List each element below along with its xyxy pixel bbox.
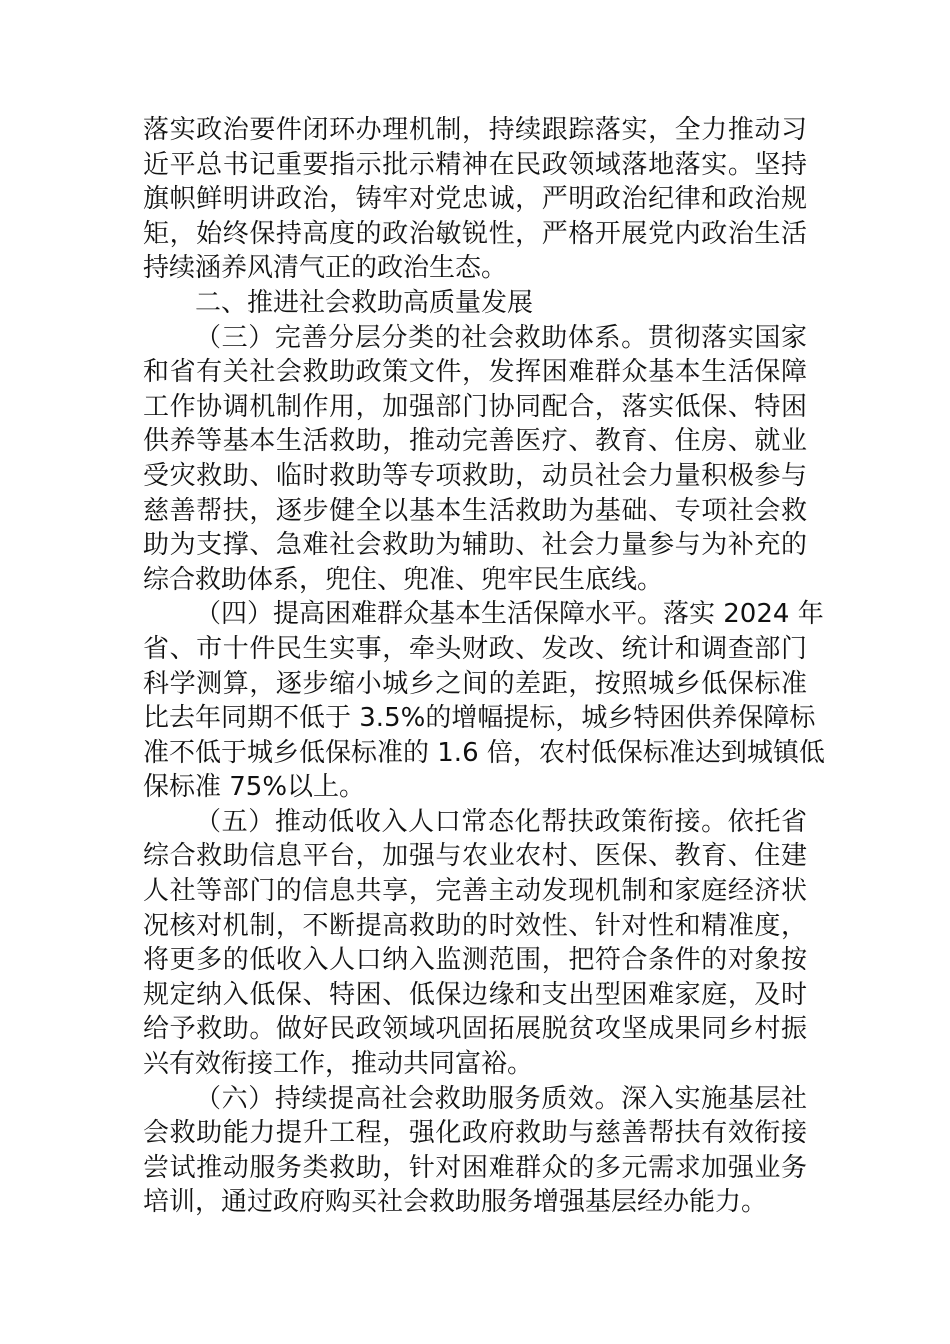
text-line: 矩，始终保持高度的政治敏锐性，严格开展党内政治生活 xyxy=(143,218,807,249)
text-line: 尝试推动服务类救助，针对困难群众的多元需求加强业务 xyxy=(143,1152,807,1183)
text-line: 综合救助信息平台，加强与农业农村、医保、教育、住建 xyxy=(143,841,807,872)
text-line: 和省有关社会救助政策文件，发挥困难群众基本生活保障 xyxy=(143,357,807,388)
text-line: 受灾救助、临时救助等专项救助，动员社会力量积极参与 xyxy=(143,460,807,491)
text-line: （五）推动低收入人口常态化帮扶政策衔接。依托省 xyxy=(195,806,807,837)
text-line: 综合救助体系，兜住、兜准、兜牢民生底线。 xyxy=(143,564,664,595)
text-line: 落实政治要件闭环办理机制，持续跟踪落实，全力推动习 xyxy=(143,115,807,145)
text-line: 科学测算，逐步缩小城乡之间的差距，按照城乡低保标准 xyxy=(143,668,807,699)
text-line: 况核对机制，不断提高救助的时效性、针对性和精准度， xyxy=(143,910,807,941)
text-line: 比去年同期不低于 3.5%的增幅提标，城乡特困供养保障标 xyxy=(143,703,816,734)
text-line: 助为支撑、急难社会救助为辅助、社会力量参与为补充的 xyxy=(143,530,807,561)
text-line: 保标准 75%以上。 xyxy=(143,772,366,803)
text-line: 会救助能力提升工程，强化政府救助与慈善帮扶有效衔接 xyxy=(143,1118,807,1149)
text-line: （四）提高困难群众基本生活保障水平。落实 2024 年 xyxy=(195,599,824,630)
text-line: 兴有效衔接工作，推动共同富裕。 xyxy=(143,1049,534,1080)
text-line: 规定纳入低保、特困、低保边缘和支出型困难家庭，及时 xyxy=(143,979,807,1010)
text-line: 慈善帮扶，逐步健全以基本生活救助为基础、专项社会救 xyxy=(143,495,807,526)
text-line: 培训，通过政府购买社会救助服务增强基层经办能力。 xyxy=(143,1187,768,1218)
text-line: 持续涵养风清气正的政治生态。 xyxy=(143,253,508,284)
text-line: 供养等基本生活救助，推动完善医疗、教育、住房、就业 xyxy=(143,426,807,457)
text-line: （六）持续提高社会救助服务质效。深入实施基层社 xyxy=(195,1083,807,1114)
text-line: 旗帜鲜明讲政治，铸牢对党忠诚，严明政治纪律和政治规 xyxy=(143,184,807,215)
text-line: 将更多的低收入人口纳入监测范围，把符合条件的对象按 xyxy=(143,945,807,976)
text-line: 近平总书记重要指示批示精神在民政领域落地落实。坚持 xyxy=(143,149,807,180)
text-line: 给予救助。做好民政领域巩固拓展脱贫攻坚成果同乡村振 xyxy=(143,1014,807,1045)
text-line: 省、市十件民生实事，牵头财政、发改、统计和调查部门 xyxy=(143,633,807,664)
text-line: 准不低于城乡低保标准的 1.6 倍，农村低保标准达到城镇低 xyxy=(143,737,825,768)
text-line: （三）完善分层分类的社会救助体系。贯彻落实国家 xyxy=(195,322,807,353)
text-line: 人社等部门的信息共享，完善主动发现机制和家庭经济状 xyxy=(143,876,807,907)
text-line: 工作协调机制作用，加强部门协同配合，落实低保、特困 xyxy=(143,391,807,422)
text-line: 二、推进社会救助高质量发展 xyxy=(195,287,534,318)
document-body xyxy=(143,113,825,1220)
